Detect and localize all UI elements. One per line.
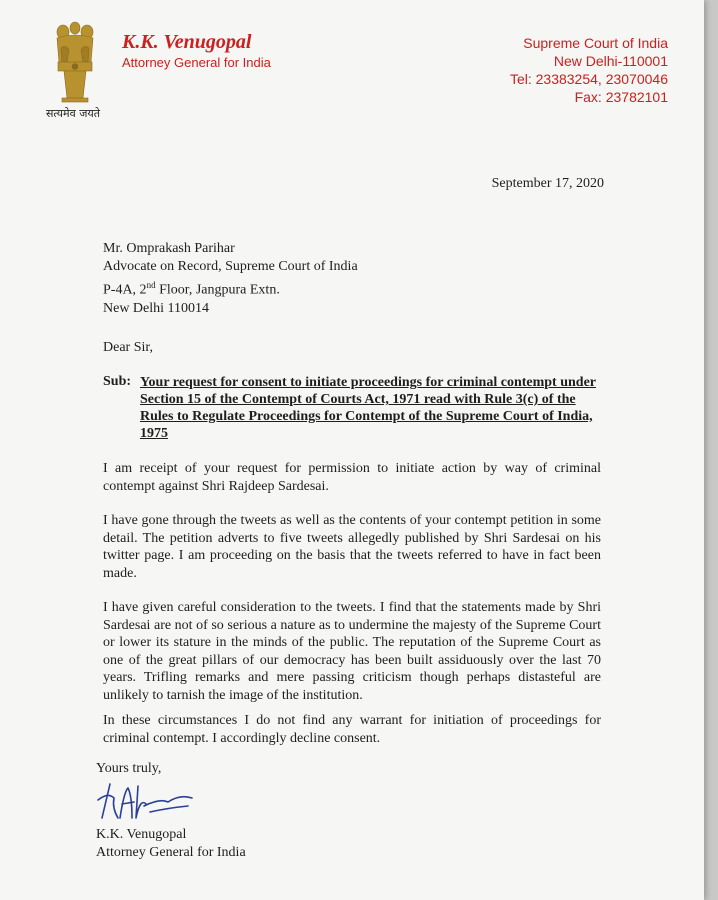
- subject-text: Your request for consent to initiate proceedings for criminal contempt under Section 15 of the Contempt of Courts Act, 1971 read with Rule 3(c) of the Rules to Regulate Proceedings for Contempt of the Supreme Court of India, 1975: [140, 375, 597, 441]
- office-fax: Fax: 23782101: [574, 89, 668, 105]
- recipient-address-line: P-4A, 2nd Floor, Jangpura Extn.: [103, 280, 280, 298]
- office-line: Supreme Court of India: [523, 35, 668, 51]
- national-emblem-icon: [50, 18, 100, 108]
- recipient-name: Mr. Omprakash Parihar: [103, 241, 235, 256]
- body-paragraph: I am receipt of your request for permission to initiate action by way of criminal contempt against Shri Rajdeep Sardesai.: [103, 461, 601, 494]
- office-phone: Tel: 23383254, 23070046: [509, 71, 668, 87]
- signature-icon: [88, 778, 198, 824]
- office-line: New Delhi-110001: [553, 53, 668, 69]
- subject-label: Sub:: [103, 374, 132, 389]
- letter-date: September 17, 2020: [491, 176, 604, 191]
- signer-name: K.K. Venugopal: [96, 827, 187, 842]
- office-address: [510, 34, 668, 106]
- salutation: Dear Sir,: [103, 340, 153, 355]
- body-paragraph: I have given careful consideration to the tweets. I find that the statements made by Shri Sardesai are not of so serious a nature as to undermine the majesty of the Supreme Court or lower its stature in the minds of the public. The reputation of the Supreme Court as one of the great pillars of our democracy has been built assiduously over the last 70 years. Trifling remarks and mere passing criticism though perhaps distasteful are unlikely to tarnish the image of the institution.: [103, 600, 601, 703]
- recipient-address: [103, 240, 358, 318]
- emblem-motto: सत्यमेव जयते: [46, 107, 101, 120]
- sender-name: K.K. Venugopal: [122, 31, 252, 53]
- signer-title: Attorney General for India: [96, 845, 246, 860]
- closing: Yours truly,: [96, 761, 162, 776]
- recipient-designation: Advocate on Record, Supreme Court of India: [103, 259, 358, 274]
- signer-block: [96, 826, 246, 862]
- sender-title: Attorney General for India: [122, 55, 271, 70]
- body-paragraph: In these circumstances I do not find any warrant for initiation of proceedings for criminal contempt. I accordingly decline consent.: [103, 713, 601, 746]
- body-paragraph: I have gone through the tweets as well as the contents of your contempt petition in some detail. The petition adverts to five tweets allegedly published by Shri Sardesai on his twitter page. I am proceeding on the basis that the tweets referred to have in fact been made.: [103, 513, 601, 581]
- recipient-address-line: New Delhi 110014: [103, 300, 210, 316]
